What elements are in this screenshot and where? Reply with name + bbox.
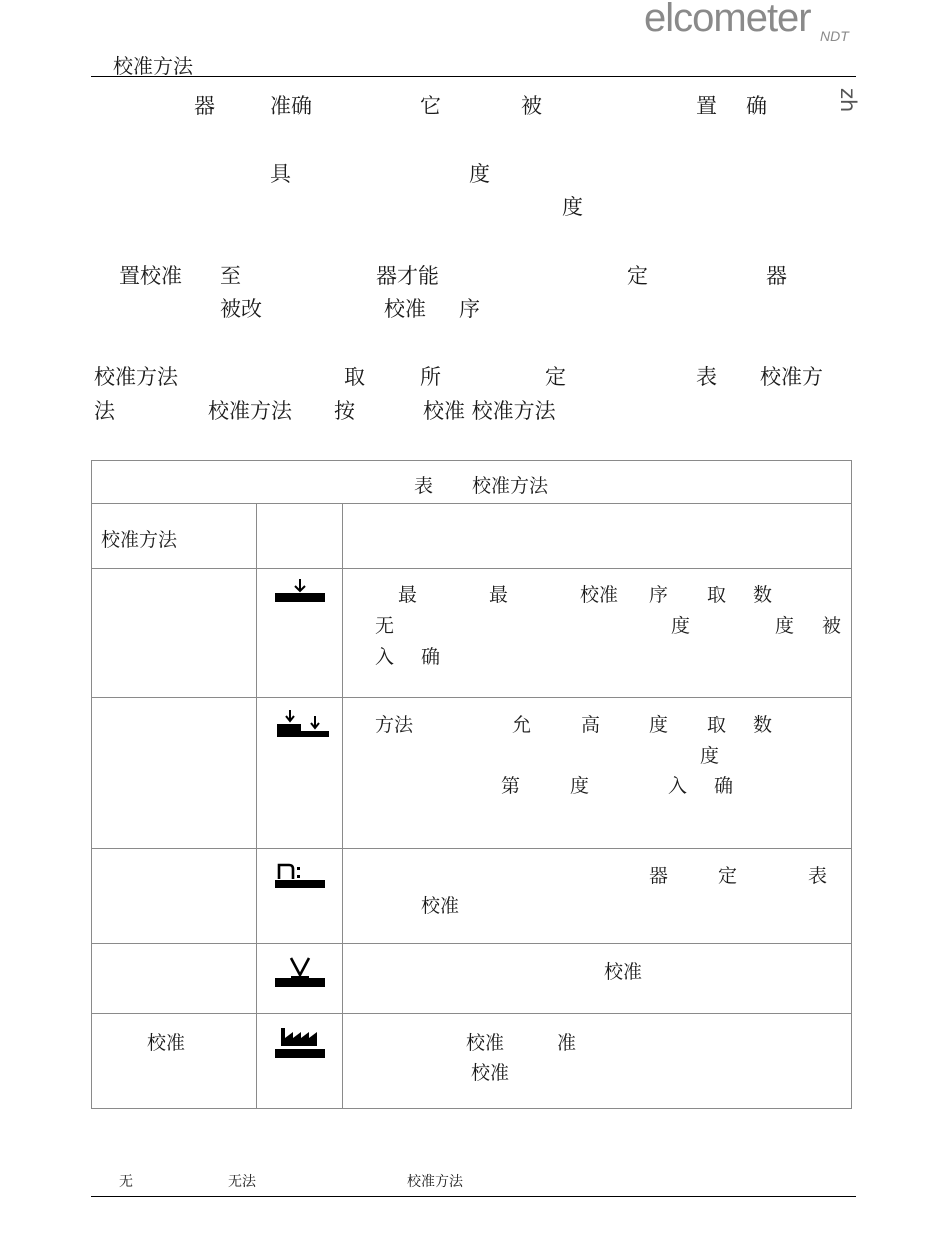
- intro-text: 校准方: [760, 365, 823, 389]
- intro-text: 被: [521, 94, 542, 118]
- description-text: 数: [753, 584, 773, 606]
- table-row: [92, 569, 852, 698]
- description-text: 校准: [466, 1032, 505, 1054]
- description-text: 允: [512, 714, 532, 736]
- description-text: 定: [718, 865, 738, 887]
- intro-text: 确: [746, 94, 767, 118]
- description-text: 第: [501, 775, 521, 797]
- method-name-cell: [92, 849, 257, 944]
- intro-text: 准确: [270, 94, 312, 118]
- description-text: 取: [707, 584, 727, 606]
- description-text: 被: [822, 615, 842, 637]
- factory-calibration-icon: [275, 1026, 329, 1060]
- description-text: 校准: [580, 584, 619, 606]
- description-text: 准: [557, 1032, 577, 1054]
- intro-text: 置: [696, 94, 717, 118]
- table-row: [92, 944, 852, 1014]
- description-text: 最: [398, 584, 418, 606]
- intro-text: 序: [459, 297, 480, 321]
- intro-text: 所: [420, 365, 441, 389]
- description-text: 校准: [421, 895, 460, 917]
- method-name-factory: 校准: [147, 1032, 186, 1054]
- description-text: 最: [489, 584, 509, 606]
- description-text: 校准: [604, 961, 643, 983]
- intro-text: 器才能: [376, 264, 439, 288]
- table-caption-title: 校准方法: [472, 475, 549, 497]
- section-title: 校准方法: [113, 54, 193, 78]
- intro-text: 校准方法: [208, 399, 292, 423]
- description-text: 数: [753, 714, 773, 736]
- intro-text: 度: [562, 195, 583, 219]
- intro-text: 器: [194, 94, 215, 118]
- description-text: 确: [421, 646, 441, 668]
- column-header-method: 校准方法: [101, 529, 178, 551]
- footer-note: 校准方法: [407, 1174, 463, 1190]
- description-text: 序: [649, 584, 669, 606]
- table-row: [92, 698, 852, 849]
- column-header-icon: [257, 504, 343, 569]
- description-text: 无: [375, 615, 395, 637]
- description-text: 入: [375, 646, 395, 668]
- intro-text: 至: [220, 264, 241, 288]
- method-name-cell: [92, 569, 257, 698]
- method-name-cell: [92, 944, 257, 1014]
- description-text: 取: [707, 714, 727, 736]
- intro-text: 取: [344, 365, 365, 389]
- n-point-calibration-icon: [275, 859, 329, 889]
- logo-ndt: NDT: [820, 28, 849, 44]
- intro-text: 置校准: [119, 264, 182, 288]
- language-tab[interactable]: zh: [836, 88, 860, 113]
- table-caption-label: 表: [414, 475, 434, 497]
- description-text: 器: [649, 865, 669, 887]
- title-divider: [91, 76, 856, 77]
- description-text: 度: [671, 615, 691, 637]
- calibration-methods-table: [91, 460, 852, 1109]
- intro-text: 被改: [220, 297, 262, 321]
- description-text: 高: [581, 714, 601, 736]
- footer-note: 无法: [228, 1174, 256, 1190]
- description-text: 方法: [375, 714, 414, 736]
- description-text: 入: [668, 775, 688, 797]
- table-header-row: [92, 504, 852, 569]
- table-row: [92, 849, 852, 944]
- description-text: 度: [700, 745, 720, 767]
- footer-note: 无: [119, 1174, 133, 1190]
- intro-text: 度: [469, 162, 490, 186]
- intro-text: 定: [627, 264, 648, 288]
- intro-text: 按: [334, 399, 355, 423]
- intro-text: 它: [420, 94, 441, 118]
- velocity-calibration-icon: [275, 956, 329, 988]
- intro-text: 表: [696, 365, 717, 389]
- zero-calibration-icon: [275, 579, 327, 605]
- intro-text: 法: [94, 399, 115, 423]
- method-name-cell: [92, 698, 257, 849]
- logo-wordmark: elcometer: [644, 0, 811, 40]
- intro-text: 校准 校准方法: [423, 399, 556, 423]
- description-text: 度: [775, 615, 795, 637]
- description-text: 校准: [471, 1062, 510, 1084]
- intro-text: 校准方法: [94, 365, 178, 389]
- table-row: [92, 1014, 852, 1109]
- intro-text: 具: [270, 162, 291, 186]
- intro-text: 校准: [384, 297, 426, 321]
- intro-text: 器: [766, 264, 787, 288]
- description-text: 表: [808, 865, 828, 887]
- description-text: 度: [570, 775, 590, 797]
- two-point-calibration-icon: [277, 710, 331, 740]
- description-text: 度: [649, 714, 669, 736]
- footer-divider: [91, 1196, 856, 1197]
- column-header-description: [343, 504, 852, 569]
- intro-text: 定: [545, 365, 566, 389]
- description-text: 确: [714, 775, 734, 797]
- table-caption-row: [92, 461, 852, 504]
